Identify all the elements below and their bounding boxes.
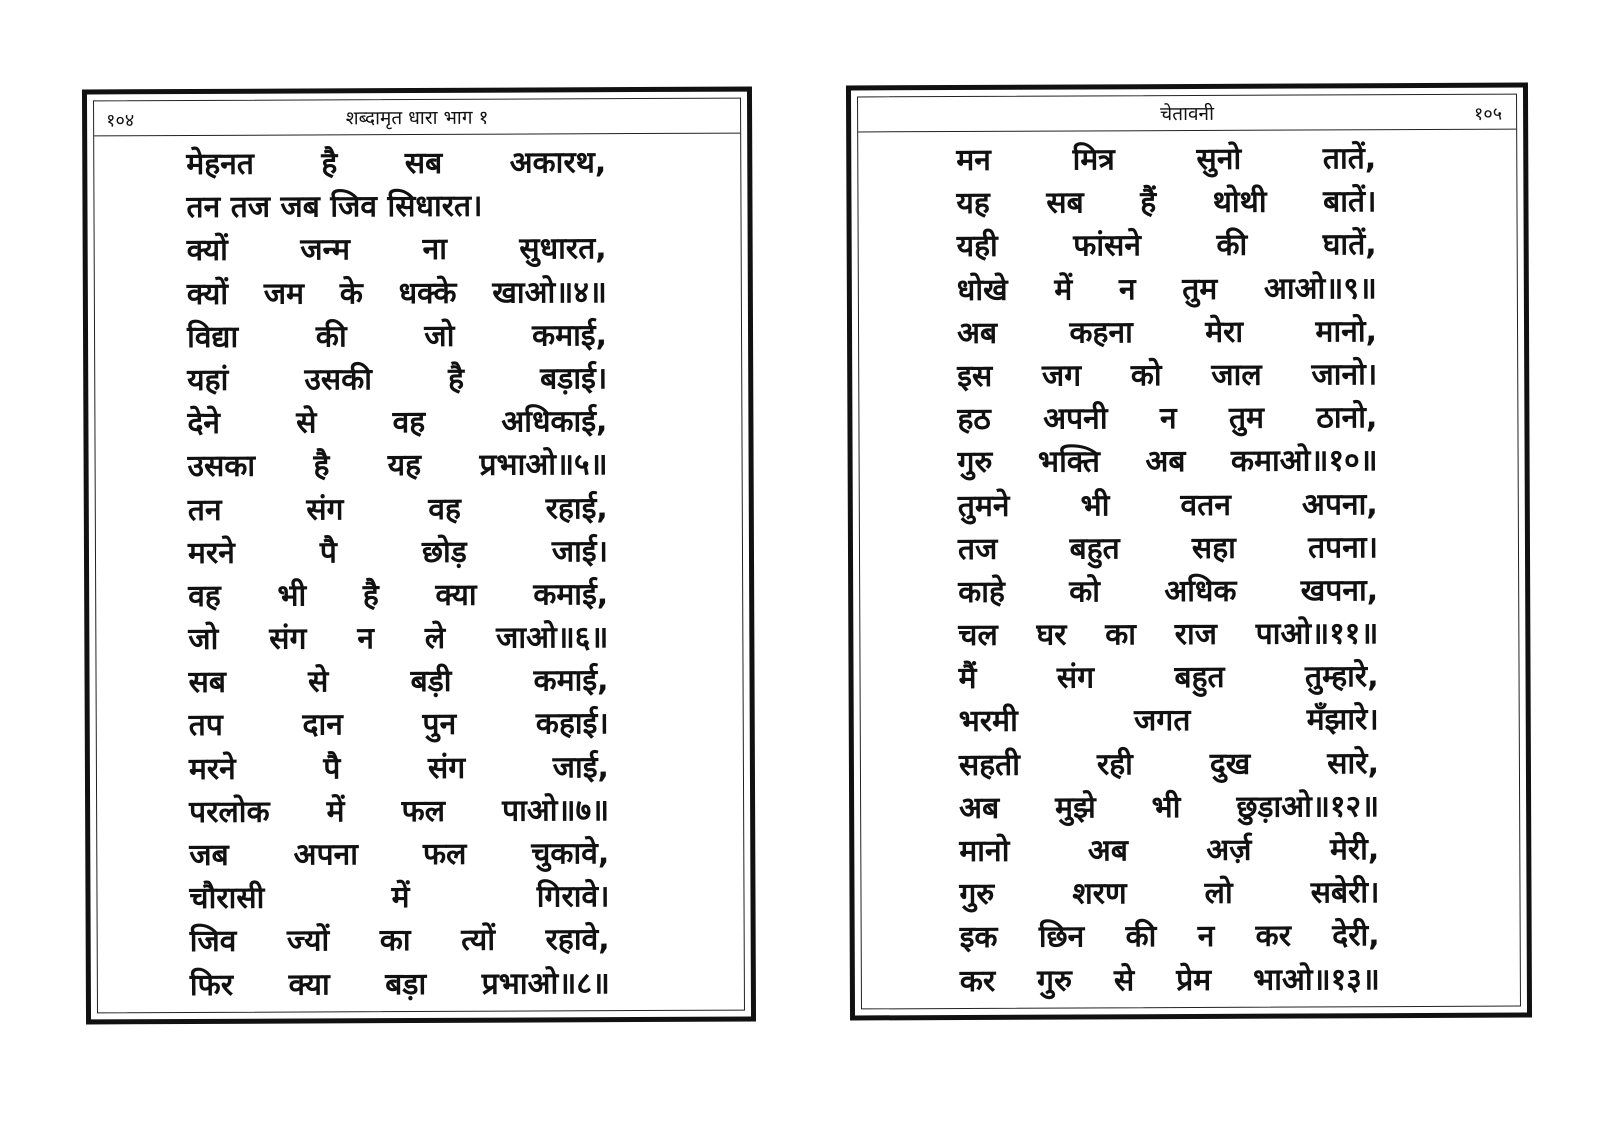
verse-word: बड़ाई। bbox=[540, 361, 608, 397]
verse-word: काहे bbox=[958, 574, 1006, 610]
verse-word: गुरु bbox=[957, 445, 993, 481]
verse-word: मन bbox=[956, 142, 991, 179]
verse-word: फल bbox=[401, 793, 446, 829]
verse-word: सबेरी। bbox=[1310, 875, 1380, 911]
verse-word: रहावे, bbox=[545, 922, 610, 958]
verse-word: क्यों bbox=[186, 233, 228, 269]
verse-word: बहुत bbox=[1069, 530, 1120, 567]
verse-word: तन तज जब जिव सिधारत। bbox=[186, 188, 483, 226]
verse-word: संग bbox=[306, 491, 344, 527]
verse-word: भक्ति bbox=[1037, 444, 1101, 480]
verse-word: क्या bbox=[435, 577, 477, 613]
verse-line bbox=[957, 267, 1377, 312]
verse-word: मेरी, bbox=[1329, 832, 1380, 868]
verse-word: तुम bbox=[1182, 271, 1218, 307]
verse-word: यही bbox=[956, 229, 998, 265]
verse-line bbox=[188, 487, 608, 532]
verse-word: तातें, bbox=[1322, 141, 1377, 177]
verse-word: घर bbox=[1036, 617, 1067, 653]
verse-word: की bbox=[1125, 919, 1157, 955]
verse-word: को bbox=[1130, 358, 1162, 394]
verse-line bbox=[960, 915, 1380, 960]
verse-word: तपना। bbox=[1307, 529, 1379, 566]
verse-line bbox=[187, 357, 607, 402]
right-page-number: १०५ bbox=[1473, 103, 1503, 125]
verse-word: खपना, bbox=[1300, 573, 1379, 609]
verse-word: यहां bbox=[187, 362, 229, 398]
verse-word: देने bbox=[187, 405, 221, 442]
verse-word: धक्के bbox=[398, 275, 457, 311]
verse-line bbox=[188, 659, 608, 704]
verse-word: तज bbox=[957, 531, 998, 567]
verse-word: पै bbox=[323, 750, 341, 787]
verse-word: अपना bbox=[293, 837, 359, 873]
verse-word: परलोक bbox=[189, 794, 270, 830]
verse-word: अब bbox=[959, 790, 1000, 826]
verse-word: न bbox=[1197, 919, 1215, 955]
verse-word: न bbox=[1118, 271, 1136, 307]
verse-word: यह bbox=[956, 186, 990, 222]
right-page bbox=[846, 83, 1532, 1021]
verse-word: उसकी bbox=[304, 362, 373, 398]
verse-line bbox=[958, 526, 1378, 571]
verse-word: कर bbox=[1255, 918, 1292, 955]
verse-word: फिर bbox=[189, 967, 234, 1003]
verse-word: भरमी bbox=[958, 704, 1018, 740]
verse-line bbox=[958, 655, 1378, 700]
verse-word: अपनी bbox=[1043, 401, 1108, 437]
verse-word: पुन bbox=[422, 707, 457, 743]
verse-word: गिरावे। bbox=[536, 879, 610, 915]
verse-word: प्रेम bbox=[1176, 962, 1212, 998]
verse-word: वह bbox=[428, 491, 461, 527]
verse-word: जिव bbox=[189, 924, 237, 960]
verse-word: चौरासी bbox=[189, 880, 265, 917]
verse-word: विद्या bbox=[186, 319, 239, 355]
verse-word: न bbox=[357, 621, 375, 657]
verse-word: का bbox=[1105, 617, 1137, 653]
verse-word: जाई, bbox=[552, 749, 610, 786]
verse-word: तुम bbox=[1228, 400, 1265, 436]
verse-word: जानो। bbox=[1311, 357, 1378, 393]
verse-word: न bbox=[1159, 401, 1177, 437]
verse-word: कहना bbox=[1069, 314, 1133, 351]
verse-word: की bbox=[315, 319, 347, 355]
verse-word: थोथी bbox=[1212, 184, 1267, 221]
verse-line bbox=[958, 439, 1378, 484]
verse-word: कहाई। bbox=[535, 706, 609, 742]
verse-word: मेरा bbox=[1205, 314, 1244, 350]
verse-word: मानो bbox=[959, 833, 1010, 870]
verse-word: ठानो, bbox=[1316, 400, 1378, 436]
verse-word: अब bbox=[1087, 833, 1128, 869]
verse-word: है bbox=[313, 448, 330, 484]
verse-word: छुड़ाओ॥१२॥ bbox=[1236, 788, 1380, 825]
left-running-title: शब्दामृत धारा भाग १ bbox=[345, 106, 489, 130]
verse-line bbox=[190, 919, 610, 964]
verse-word: में bbox=[391, 880, 410, 916]
verse-word: भी bbox=[1151, 789, 1181, 825]
verse-line bbox=[959, 871, 1379, 916]
verse-word: इक bbox=[959, 920, 998, 956]
verse-word: अधिक bbox=[1164, 573, 1237, 609]
verse-word: तुम्हारे, bbox=[1304, 659, 1379, 695]
left-page-number: १०४ bbox=[106, 110, 135, 132]
verse-word: सब bbox=[188, 665, 227, 701]
verse-word: फल bbox=[422, 836, 467, 872]
left-page-frame bbox=[93, 98, 745, 1014]
verse-line bbox=[960, 958, 1380, 1003]
verse-word: ज्यों bbox=[286, 923, 330, 959]
verse-word: सब bbox=[1046, 185, 1084, 221]
verse-line bbox=[959, 828, 1379, 873]
verse-word: सहती bbox=[958, 747, 1021, 783]
verse-word: पाओ॥११॥ bbox=[1255, 616, 1379, 652]
verse-word: दुख bbox=[1209, 746, 1251, 782]
verse-word: क्यों bbox=[186, 276, 229, 312]
verse-line bbox=[956, 137, 1376, 182]
verse-word: को bbox=[1069, 574, 1101, 610]
verse-word: सुनो bbox=[1196, 141, 1242, 177]
verse-word: जगत bbox=[1134, 703, 1191, 739]
verse-word: छिन bbox=[1038, 919, 1085, 956]
right-verse-block bbox=[858, 137, 1520, 1004]
verse-word: में bbox=[326, 794, 345, 830]
verse-word: तप bbox=[188, 708, 223, 744]
verse-line bbox=[959, 699, 1379, 744]
verse-line bbox=[188, 530, 608, 575]
verse-word: मरने bbox=[188, 751, 236, 787]
left-verse-block bbox=[94, 141, 744, 1008]
verse-line bbox=[959, 742, 1379, 787]
verse-word: रही bbox=[1096, 746, 1133, 783]
verse-word: कमाई, bbox=[533, 663, 609, 699]
verse-line bbox=[957, 353, 1377, 398]
verse-word: अधिकाई, bbox=[501, 404, 608, 440]
verse-line bbox=[187, 271, 607, 316]
verse-word: भी bbox=[1080, 487, 1110, 523]
verse-word: का bbox=[379, 923, 411, 959]
verse-word: बहुत bbox=[1174, 660, 1225, 696]
verse-word: है bbox=[321, 146, 338, 182]
verse-word: धोखे bbox=[956, 272, 1008, 308]
verse-word: से bbox=[308, 664, 329, 700]
verse-line bbox=[957, 396, 1377, 441]
verse-word: ले bbox=[424, 620, 446, 657]
verse-word: त्यों bbox=[461, 923, 496, 959]
verse-line bbox=[957, 310, 1377, 355]
verse-word: जाल bbox=[1211, 357, 1262, 393]
verse-word: जग bbox=[1041, 358, 1082, 394]
verse-word: अकारथ, bbox=[509, 145, 607, 181]
verse-word: रहाई, bbox=[545, 490, 608, 526]
verse-word: भी bbox=[277, 578, 307, 614]
verse-word: बड़ी bbox=[410, 664, 452, 700]
verse-line bbox=[188, 443, 608, 488]
verse-word: राज bbox=[1174, 616, 1218, 653]
verse-line bbox=[189, 875, 609, 920]
verse-word: मँझारे। bbox=[1306, 702, 1379, 738]
verse-word: मानो, bbox=[1315, 313, 1378, 350]
verse-word: कर bbox=[959, 963, 996, 999]
verse-line bbox=[189, 703, 609, 748]
verse-word: यह bbox=[387, 448, 422, 484]
verse-word: दान bbox=[302, 707, 343, 743]
verse-word: सब bbox=[404, 145, 443, 182]
verse-word: चल bbox=[958, 617, 998, 654]
verse-word: कमाई, bbox=[533, 577, 609, 613]
verse-line bbox=[187, 228, 607, 273]
verse-word: मित्र bbox=[1072, 142, 1115, 178]
verse-word: जाई। bbox=[551, 533, 609, 570]
verse-line bbox=[186, 184, 740, 230]
verse-word: आओ॥९॥ bbox=[1263, 270, 1377, 307]
verse-word: संग bbox=[269, 621, 307, 657]
verse-line bbox=[189, 789, 609, 834]
verse-word: बातें। bbox=[1322, 184, 1377, 220]
verse-word: हैं bbox=[1140, 185, 1157, 221]
verse-word: संग bbox=[1056, 660, 1095, 696]
verse-word: से bbox=[296, 405, 317, 441]
verse-line bbox=[189, 832, 609, 877]
verse-word: प्रभाओ॥८॥ bbox=[481, 965, 610, 1002]
verse-word: जन्म bbox=[300, 232, 351, 268]
verse-word: चुकावे, bbox=[531, 836, 610, 872]
verse-word: संग bbox=[427, 750, 466, 786]
verse-line bbox=[188, 616, 608, 661]
verse-word: मुझे bbox=[1055, 790, 1096, 826]
verse-word: में bbox=[1054, 272, 1073, 308]
verse-word: उसका bbox=[187, 449, 256, 485]
verse-word: लो bbox=[1204, 876, 1233, 912]
verse-line bbox=[189, 746, 609, 791]
verse-word: मेहनत bbox=[186, 146, 254, 183]
left-page-header bbox=[94, 99, 740, 137]
verse-word: वह bbox=[392, 405, 426, 441]
verse-word: अब bbox=[1145, 444, 1186, 480]
verse-word: वतन bbox=[1180, 487, 1232, 523]
right-page-frame bbox=[857, 94, 1521, 1010]
verse-word: भाओ॥१३॥ bbox=[1253, 961, 1380, 998]
verse-word: तन bbox=[187, 492, 222, 528]
verse-word: तुमने bbox=[957, 488, 1010, 524]
verse-word: से bbox=[1113, 962, 1135, 998]
verse-word: जो bbox=[424, 318, 455, 354]
verse-word: छोड़ bbox=[421, 534, 467, 570]
verse-line bbox=[187, 314, 607, 359]
verse-word: गुरु bbox=[1037, 963, 1073, 999]
verse-word: मरने bbox=[187, 535, 235, 571]
verse-line bbox=[958, 612, 1378, 657]
verse-word: है bbox=[362, 578, 379, 614]
verse-line bbox=[188, 573, 608, 618]
verse-word: फांसने bbox=[1073, 228, 1142, 264]
verse-word: सारे, bbox=[1327, 745, 1380, 782]
verse-line bbox=[958, 569, 1378, 614]
right-running-title: चेतावनी bbox=[1160, 102, 1215, 126]
verse-word: कमाओ॥१०॥ bbox=[1230, 443, 1378, 480]
verse-line bbox=[956, 180, 1376, 225]
verse-word: अर्ज़ bbox=[1206, 832, 1252, 868]
verse-word: क्या bbox=[288, 966, 330, 1003]
verse-line bbox=[190, 962, 610, 1007]
verse-word: जब bbox=[189, 837, 229, 874]
right-page-header bbox=[858, 95, 1516, 133]
left-page bbox=[82, 87, 756, 1025]
verse-word: देरी, bbox=[1332, 918, 1380, 954]
verse-word: गुरु bbox=[959, 877, 995, 913]
verse-line bbox=[957, 224, 1377, 269]
verse-line bbox=[959, 785, 1379, 830]
verse-word: है bbox=[448, 361, 465, 397]
verse-word: वह bbox=[188, 578, 221, 614]
verse-word: पै bbox=[319, 535, 338, 571]
verse-word: जाओ॥६॥ bbox=[495, 620, 609, 656]
verse-line bbox=[958, 483, 1378, 528]
verse-word: सहा bbox=[1191, 530, 1236, 566]
verse-word: बड़ा bbox=[385, 966, 427, 1002]
verse-word: ना bbox=[422, 232, 448, 268]
verse-word: हठ bbox=[957, 401, 991, 438]
verse-word: प्रभाओ॥५॥ bbox=[479, 447, 608, 484]
verse-word: इस bbox=[957, 358, 993, 394]
verse-word: शरण bbox=[1072, 876, 1127, 912]
verse-word: जम bbox=[263, 276, 305, 312]
verse-line bbox=[186, 141, 606, 186]
verse-word: मैं bbox=[958, 661, 977, 697]
verse-word: खाओ॥४॥ bbox=[492, 274, 607, 311]
verse-word: पाओ॥७॥ bbox=[501, 792, 610, 829]
verse-line bbox=[187, 400, 607, 445]
verse-word: घातें, bbox=[1322, 227, 1377, 263]
verse-word: जो bbox=[188, 621, 219, 658]
verse-word: के bbox=[339, 275, 363, 311]
verse-word: की bbox=[1216, 228, 1248, 264]
verse-word: सुधारत, bbox=[519, 231, 607, 267]
verse-word: कमाई, bbox=[532, 317, 608, 354]
verse-word: अब bbox=[956, 315, 998, 351]
verse-word: अपना, bbox=[1301, 486, 1378, 523]
